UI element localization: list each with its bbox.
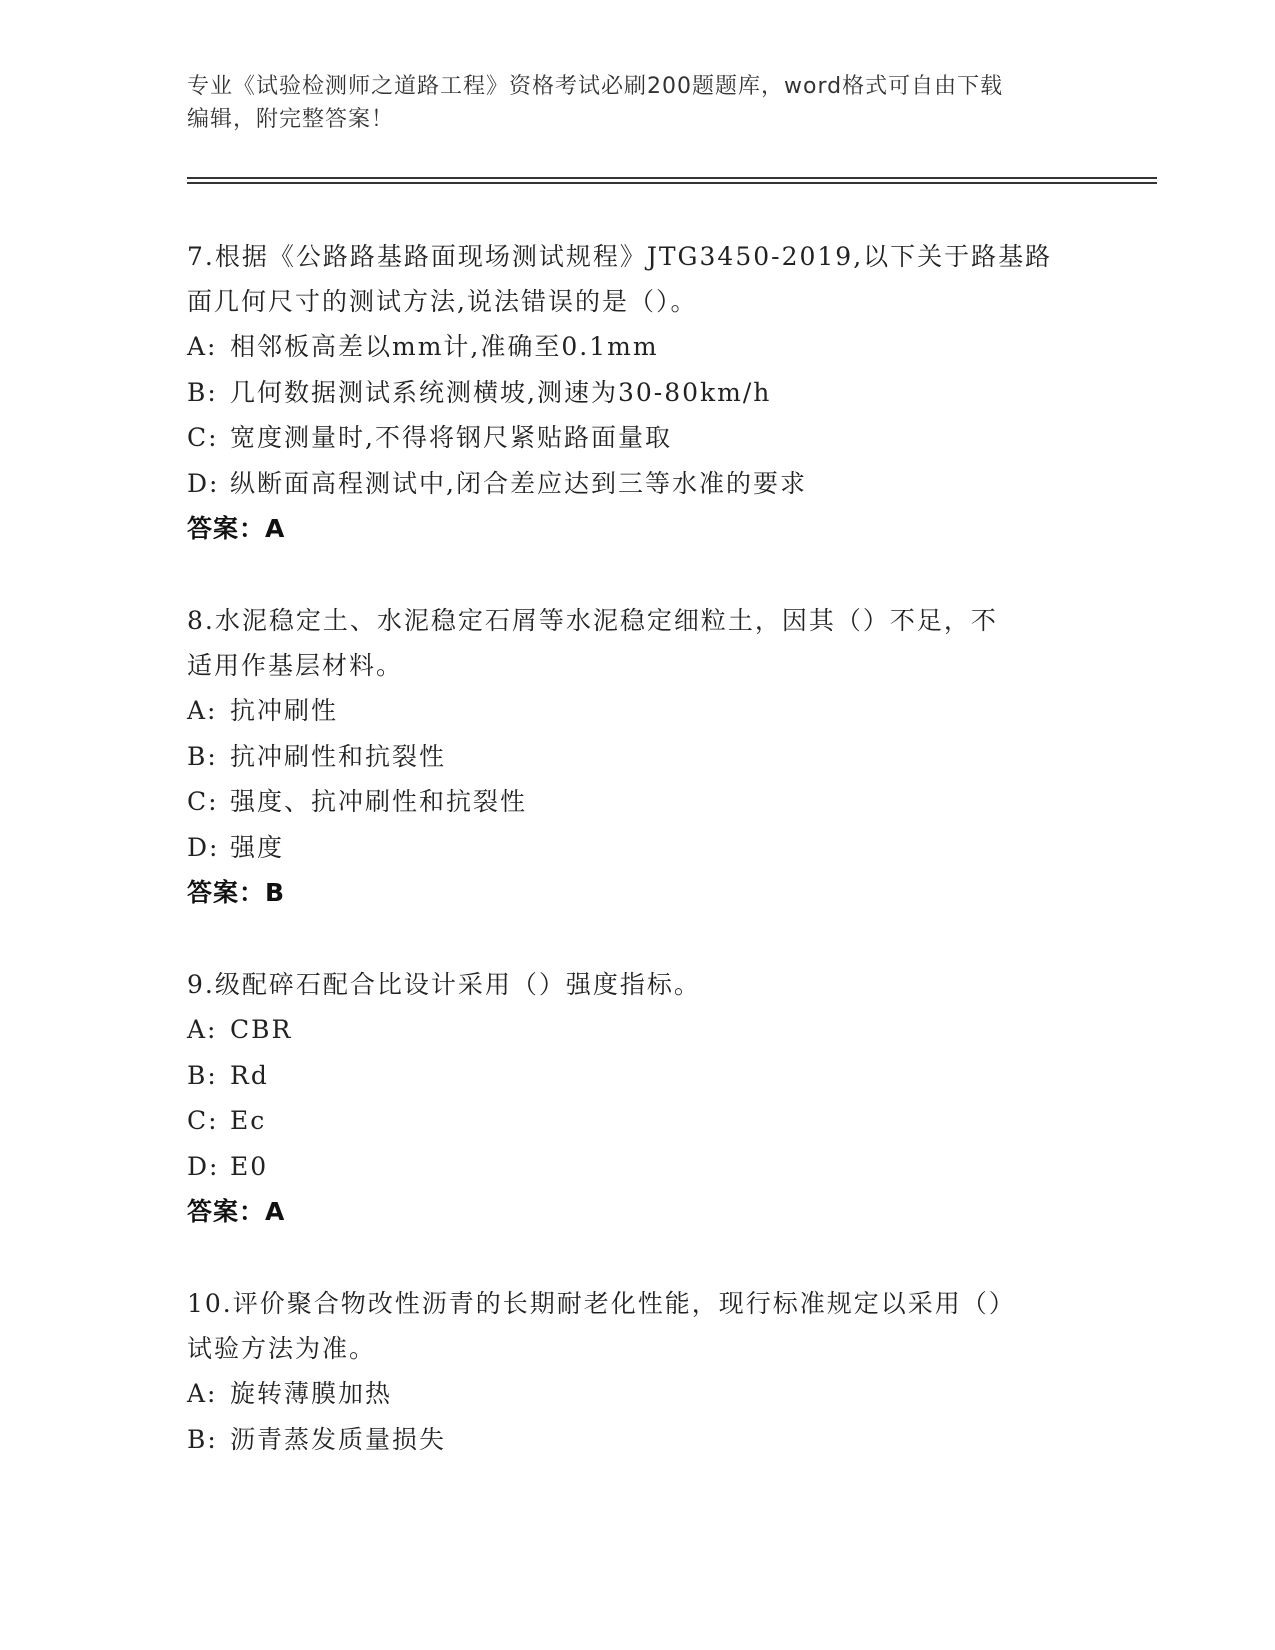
question-stem: 7.根据《公路路基路面现场测试规程》JTG3450-2019,以下关于路基路 面几何尺寸的测试方法,说法错误的是（）。 (187, 242, 1053, 316)
question-stem: 9.级配碎石配合比设计采用（）强度指标。 (187, 970, 701, 999)
answer-label: 答案：A (187, 514, 286, 543)
option-d: D: E0 (187, 1151, 269, 1181)
question-stem: 10.评价聚合物改性沥青的长期耐老化性能，现行标准规定以采用（） 试验方法为准。 (187, 1289, 1016, 1363)
document-header (187, 70, 1067, 136)
question-stem: 8.水泥稳定土、水泥稳定石屑等水泥稳定细粒土，因其（）不足，不 适用作基层材料。 (187, 606, 998, 680)
option-c: C: 强度、抗冲刷性和抗裂性 (187, 787, 528, 816)
option-b: B: 抗冲刷性和抗裂性 (187, 741, 447, 771)
question-10 (187, 1281, 1087, 1462)
question-9 (187, 962, 1087, 1235)
option-b: B: 几何数据测试系统测横坡,测速为30-80km/h (187, 377, 772, 407)
option-c: C: Ec (187, 1106, 267, 1135)
option-b: B: Rd (187, 1060, 269, 1090)
option-d: D: 纵断面高程测试中,闭合差应达到三等水准的要求 (187, 468, 807, 498)
answer-label: 答案：A (187, 1197, 286, 1226)
header-divider-bottom (187, 182, 1157, 184)
option-a: A: 相邻板高差以mm计,准确至0.1mm (187, 332, 659, 361)
option-a: A: 抗冲刷性 (187, 696, 339, 725)
header-line-2: 编辑，附完整答案！ (187, 107, 395, 132)
header-divider-top (187, 177, 1157, 179)
question-7 (187, 234, 1087, 552)
header-line-1: 专业《试验检测师之道路工程》资格考试必刷200题题库，word格式可自由下载 (187, 74, 1004, 99)
question-8 (187, 598, 1087, 916)
option-a: A: CBR (187, 1015, 293, 1044)
option-a: A: 旋转薄膜加热 (187, 1379, 393, 1408)
answer-label: 答案：B (187, 878, 286, 907)
option-b: B: 沥青蒸发质量损失 (187, 1424, 447, 1454)
option-c: C: 宽度测量时,不得将钢尺紧贴路面量取 (187, 423, 672, 452)
option-d: D: 强度 (187, 832, 285, 862)
